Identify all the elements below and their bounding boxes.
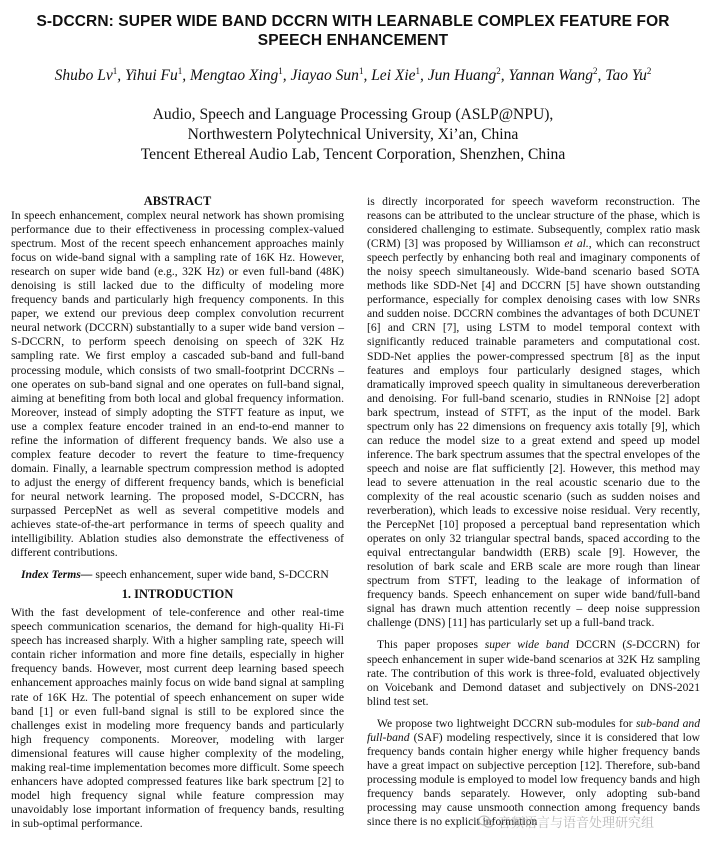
author: Tao Yu$^2$ (605, 66, 652, 84)
author: Jiayao Sun$^1$, (290, 66, 372, 84)
author: Jun Huang$^2$, (427, 66, 509, 84)
title-line-2: SPEECH ENHANCEMENT (257, 32, 449, 49)
introduction-heading: 1. INTRODUCTION (121, 587, 234, 602)
watermark-text: 音频语言与语音处理研究组 (498, 816, 655, 831)
affiliation-line: Tencent Ethereal Audio Lab, Tencent Corporation, Shenzhen, China (140, 146, 566, 163)
paper-title (0, 12, 706, 50)
affiliation-line: Audio, Speech and Language Processing Group (ASLP@NPU), (152, 106, 554, 123)
index-terms (11, 568, 344, 582)
body-paragraph: is directly incorporated for speech waveform reconstruction. The reasons can be attributed to the unclear structure of the phase, which is considered challenging to estimate. Subsequently, complex ratio mask (CRM) [3] was proposed by Williamson et al., which can reconstruct speech perfectly by enhancing both real and imaginary components of the noisy speech simultaneously. Wide-band scenario based SOTA methods like SDD-Net [4] and DCCRN [5] have shown outstanding performance, especially for complex denoising cases with low SNRs and sudden noise. DCCRN combines the advantages of both DCUNET [6] and CRN [7], using LSTM to model temporal context with significantly reduced trainable parameters and computational cost. SDD-Net applies the power-compressed spectrum [8] as the input features and employs four particularly designed stages, which dramatically improved speech quality in simultaneous dereverberation and denoising. For full-band scenario, studies in RNNoise [2] adopt bark spectrum, instead of STFT, as the input of the model. Bark spectrum only has 22 dimensions on frequency axis totally [9], which can reduce the model size to a great extend and speed up model inference. The bark spectrum assumes that the spectral envelopes of the speech and noise are flat sufficiently [2]. However, this method may lead to severe attenuation in the real acoustic scenario due to the complexity of the real acoustic scenario (such as sudden noises and reverberation), which leads to excessive noise residual. Very recently, the PercepNet [10] proposed a perceptual band representation which operates on only 32 triangular spectral bands, spaced according to the equival entrectangular bandwidth (ERB) scale [9]. However, the resolution of bark scale and ERB scale are more rough than linear spectrum from STFT, leading to the leakage of information of frequency bands. Speech enhancement on super wide band/full-band signal has drawn much attention recently – deep noise suppression challenge (DNS) [11] has particularly set up a full-band track. (367, 195, 700, 630)
index-terms-text: speech enhancement, super wide band, S-DCCRN (95, 568, 329, 582)
intro-paragraph: With the fast development of tele-conference and other real-time speech communication scenarios, the demand for high-quality Hi-Fi speech has increased sharply. With a higher sampling rate, speech will contain richer information and more fine details, especially in higher frequency bands. However, most current deep learning based speech enhancement approaches mainly focus on wide band signal at sampling rate of 16K Hz. The potential of speech enhancement on super wide band [1] or even full-band signal is still to be explored since the challenges exist in modeling more frequency bands and particularly high frequency components. Moreover, modeling with larger dimensional features will cause higher complexity of the modeling, making real-time implementation becomes more difficult. Some speech enhancers have adopted compressed features like bark spectrum [2] to model high frequency signal while feature compression may unavoidably lose important information of frequency bands, resulting in sub-optimal performance. (11, 606, 344, 830)
affiliation-line: Northwestern Polytechnical University, Xi’an, China (187, 126, 519, 143)
left-column (11, 194, 344, 831)
index-terms-label: Index Terms— (21, 568, 93, 582)
abstract-heading: ABSTRACT (143, 194, 212, 208)
author: Mengtao Xing$^1$, (189, 66, 291, 84)
title-line-1: S-DCCRN: SUPER WIDE BAND DCCRN WITH LEARNABLE COMPLEX FEATURE FOR (36, 13, 670, 30)
body-paragraph: We propose two lightweight DCCRN sub-modules for sub-band and full-band (SAF) modeling respectively, since it is considered that low frequency bands contain higher energy while higher frequency bands have a great impact on subjective perception [12]. Therefore, sub-band processing module is employed to model low frequency bands and high frequency bands separately. However, only adopting sub-band processing may cause unsmooth connection among frequency bands since there is no explicit information (367, 716, 700, 829)
abstract-text: In speech enhancement, complex neural network has shown promising performance due to their effectiveness in processing complex-valued spectrum. Most of the recent speech enhancement approaches mainly focus on wide-band signal with a sampling rate of 16K Hz. However, research on super wide band (e.g., 32K Hz) or even full-band (48K) denoising is still lacked due to the difficulty of modeling more frequency bands and particularly high frequency components. In this paper, we extend our previous deep complex convolution recurrent neural network (DCCRN) substantially to a super wide band version – S-DCCRN, to perform speech denoising on speech of 32K Hz sampling rate. We first employ a cascaded sub-band and full-band processing module, which consists of two small-footprint DCCRNs – one operates on sub-band signal and one operates on full-band signal, aiming at benefiting from both local and global frequency information. Moreover, instead of simply adopting the STFT feature as input, we use a complex feature encoder trained in an end-to-end manner to refine the information of different frequency bands. We also use a complex feature decoder to revert the feature to time-frequency domain. Finally, a learnable spectrum compression method is adopted to adjust the energy of different frequency bands, which is beneficial for neural network learning. The proposed model, S-DCCRN, has surpassed PercepNet as well as several competitive models and achieves state-of-the-art performance in terms of speech quality and intelligibility. Ablation studies also demonstrate the effectiveness of different contributions. (11, 209, 344, 560)
body-paragraph: This paper proposes super wide band DCCRN (S-DCCRN) for speech enhancement in super wide-band scenarios at 32K Hz sampling rate. The contribution of this work is three-fold, evaluated objectively on Voicebank and Demond dataset and subjectively on DNS-2021 blind test set. (367, 638, 700, 708)
author: Yannan Wang$^2$, (508, 66, 606, 84)
right-column (367, 195, 700, 829)
author: Shubo Lv$^1$, (54, 66, 126, 84)
author: Yihui Fu$^1$, (125, 66, 190, 84)
author: Lei Xie$^1$, (371, 66, 428, 84)
author-list (0, 66, 706, 86)
affiliations (0, 105, 706, 165)
